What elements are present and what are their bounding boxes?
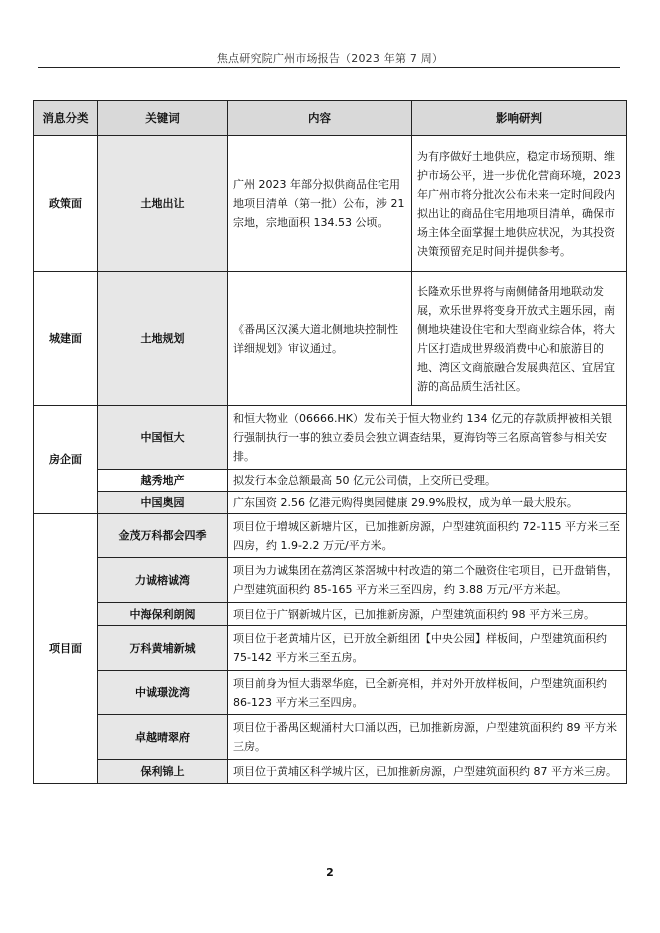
project-news-cell: 项目位于番禺区蚬涌村大口涌以西，已加推新房源，户型建筑面积约 89 平方米三房。 xyxy=(228,715,627,760)
category-projects: 项目面 xyxy=(34,514,98,784)
table-row-project xyxy=(34,558,627,603)
project-news-cell: 项目位于老黄埔片区，已开放全新组团【中央公园】样板间，户型建筑面积约 75-142 平方米三至五房。 xyxy=(228,626,627,671)
table-row-policy xyxy=(34,136,627,272)
impact-cell: 长隆欢乐世界将与南侧储备用地联动发展，欢乐世界将变身开放式主题乐园，南侧地块建设住宅和大型商业综合体，将大片区打造成世界级消费中心和旅游目的地、湾区文商旅融合发展典范区、宜居宜游的高品质生活社区。 xyxy=(412,272,627,406)
table-row-enterprise xyxy=(34,406,627,470)
keyword-project: 中海保利朗阅 xyxy=(98,603,228,626)
table-row-enterprise xyxy=(34,492,627,514)
category-enterprise: 房企面 xyxy=(34,406,98,514)
table-row-project xyxy=(34,671,627,715)
keyword-project: 中诚璟泷湾 xyxy=(98,671,228,715)
keyword-project: 万科黄埔新城 xyxy=(98,626,228,671)
project-news-cell: 项目位于黄埔区科学城片区，已加推新房源，户型建筑面积约 87 平方米三房。 xyxy=(228,760,627,784)
keyword-project: 金茂万科都会四季 xyxy=(98,514,228,558)
table-row-project xyxy=(34,603,627,626)
category-policy: 政策面 xyxy=(34,136,98,272)
market-news-table xyxy=(33,100,627,784)
header-impact: 影响研判 xyxy=(412,101,627,136)
header-category: 消息分类 xyxy=(34,101,98,136)
header-content: 内容 xyxy=(228,101,412,136)
project-news-cell: 项目为力诚集团在荔湾区茶滘城中村改造的第二个融资住宅项目，已开盘销售，户型建筑面积约 85-165 平方米三至四房，约 3.88 万元/平方米起。 xyxy=(228,558,627,603)
enterprise-news-cell: 和恒大物业（06666.HK）发布关于恒大物业约 134 亿元的存款质押被相关银行强制执行一事的独立委员会独立调查结果，夏海钧等三名原高管参与相关安排。 xyxy=(228,406,627,470)
keyword-project: 保利锦上 xyxy=(98,760,228,784)
impact-cell: 为有序做好土地供应，稳定市场预期、维护市场公平，进一步优化营商环境，2023 年广州市将分批次公布未来一定时间段内拟出让的商品住宅用地项目清单，确保市场主体全面掌握土地供应状况，为其投资决策预留充足时间并提供参考。 xyxy=(412,136,627,272)
category-urban: 城建面 xyxy=(34,272,98,406)
page-header-title: 焦点研究院广州市场报告（2023 年第 7 周） xyxy=(216,52,444,65)
header-keyword: 关键词 xyxy=(98,101,228,136)
table-row-project xyxy=(34,715,627,760)
table-row-project xyxy=(34,514,627,558)
content-cell: 《番禺区汉溪大道北侧地块控制性详细规划》审议通过。 xyxy=(228,272,412,406)
keyword-project: 卓越晴翠府 xyxy=(98,715,228,760)
project-news-cell: 项目前身为恒大翡翠华庭，已全新亮相，并对外开放样板间，户型建筑面积约 86-123 平方米三至四房。 xyxy=(228,671,627,715)
project-news-cell: 项目位于增城区新塘片区，已加推新房源，户型建筑面积约 72-115 平方米三至四房，约 1.9-2.2 万元/平方米。 xyxy=(228,514,627,558)
project-news-cell: 项目位于广钢新城片区，已加推新房源，户型建筑面积约 98 平方米三房。 xyxy=(228,603,627,626)
keyword-enterprise: 中国恒大 xyxy=(98,406,228,470)
table-row-enterprise xyxy=(34,470,627,492)
keyword-project: 力诚榕诚湾 xyxy=(98,558,228,603)
table-row-project xyxy=(34,760,627,784)
enterprise-news-cell: 广东国资 2.56 亿港元购得奥园健康 29.9%股权，成为单一最大股东。 xyxy=(228,492,627,514)
header-divider xyxy=(38,67,620,68)
keyword-land-planning: 土地规划 xyxy=(98,272,228,406)
content-cell: 广州 2023 年部分拟供商品住宅用地项目清单（第一批）公布，涉 21 宗地，宗地面积 134.53 公顷。 xyxy=(228,136,412,272)
keyword-land-transfer: 土地出让 xyxy=(98,136,228,272)
table-row-urban xyxy=(34,272,627,406)
table-row-project xyxy=(34,626,627,671)
keyword-enterprise: 越秀地产 xyxy=(98,470,228,492)
table-header-row xyxy=(34,101,627,136)
page-number: 2 xyxy=(326,866,334,879)
keyword-enterprise: 中国奥园 xyxy=(98,492,228,514)
enterprise-news-cell: 拟发行本金总额最高 50 亿元公司债，上交所已受理。 xyxy=(228,470,627,492)
